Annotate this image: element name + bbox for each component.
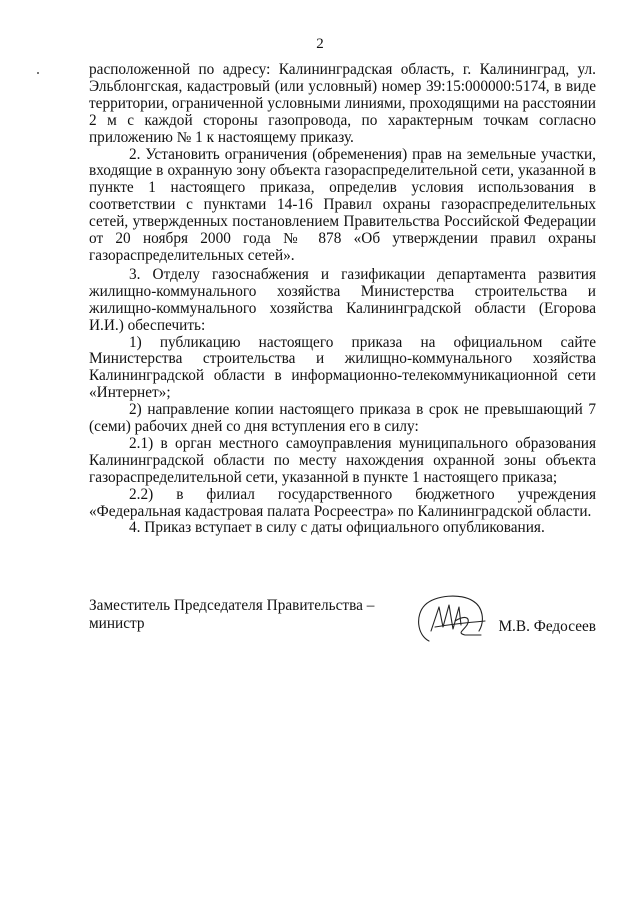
page-number: 2	[316, 36, 324, 52]
paragraph-subitem-2-1: 2.1) в орган местного самоуправления муниципального образования Калининградской области по месту нахождения охранной зоны объекта газораспределительной сети, указанной в пункте 1 настоящего приказа;	[89, 434, 596, 486]
signatory-title-line-2: министр	[89, 615, 145, 632]
paragraph-item-3: 3. Отделу газоснабжения и газификации департамента развития жилищно-коммунального хозяйства Министерства строительства и жилищно-коммунального хозяйства Калининградской области (Егорова И.И.) обеспечить:	[89, 265, 596, 334]
paragraph-continuation: расположенной по адресу: Калининградская область, г. Калининград, ул. Эльблонгская, кадастровый (или условный) номер 39:15:000000:5174, в виде территории, ограниченной условными линиями, проходящими на расстоянии 2 м с каждой стороны газопровода, по характерным точкам согласно приложению № 1 к настоящему приказу.	[89, 61, 596, 146]
paragraph-subitem-2: 2) направление копии настоящего приказа в срок не превышающий 7 (семи) рабочих дней со дня вступления его в силу:	[89, 401, 596, 436]
handwritten-signature-icon	[409, 591, 495, 647]
document-body	[89, 62, 596, 537]
signatory-title-line-1: Заместитель Председателя Правительства –	[89, 597, 375, 614]
signatory-title	[89, 597, 389, 633]
paragraph-subitem-2-2: 2.2) в филиал государственного бюджетного учреждения «Федеральная кадастровая палата Росреестра» по Калининградской области.	[89, 485, 596, 520]
paragraph-subitem-1: 1) публикацию настоящего приказа на официальном сайте Министерства строительства и жилищно-коммунального хозяйства Калининградской области в информационно-телекоммуникационной сети «Интернет»;	[89, 333, 596, 402]
paragraph-item-4: 4. Приказ вступает в силу с даты официального опубликования.	[129, 519, 545, 537]
scan-speck	[37, 72, 39, 74]
paragraph-item-2: 2. Установить ограничения (обременения) прав на земельные участки, входящие в охранную зону объекта газораспределительной сети, указанной в пункте 1 настоящего приказа, определив условия использования в соответствии с пунктами 14-16 Правил охраны газораспределительных сетей, утвержденных постановлением Правительства Российской Федерации от 20 ноября 2000 года № 878 «Об утверждении правил охраны газораспределительных сетей».	[89, 145, 596, 264]
signatory-name: М.В. Федосеев	[498, 618, 596, 635]
